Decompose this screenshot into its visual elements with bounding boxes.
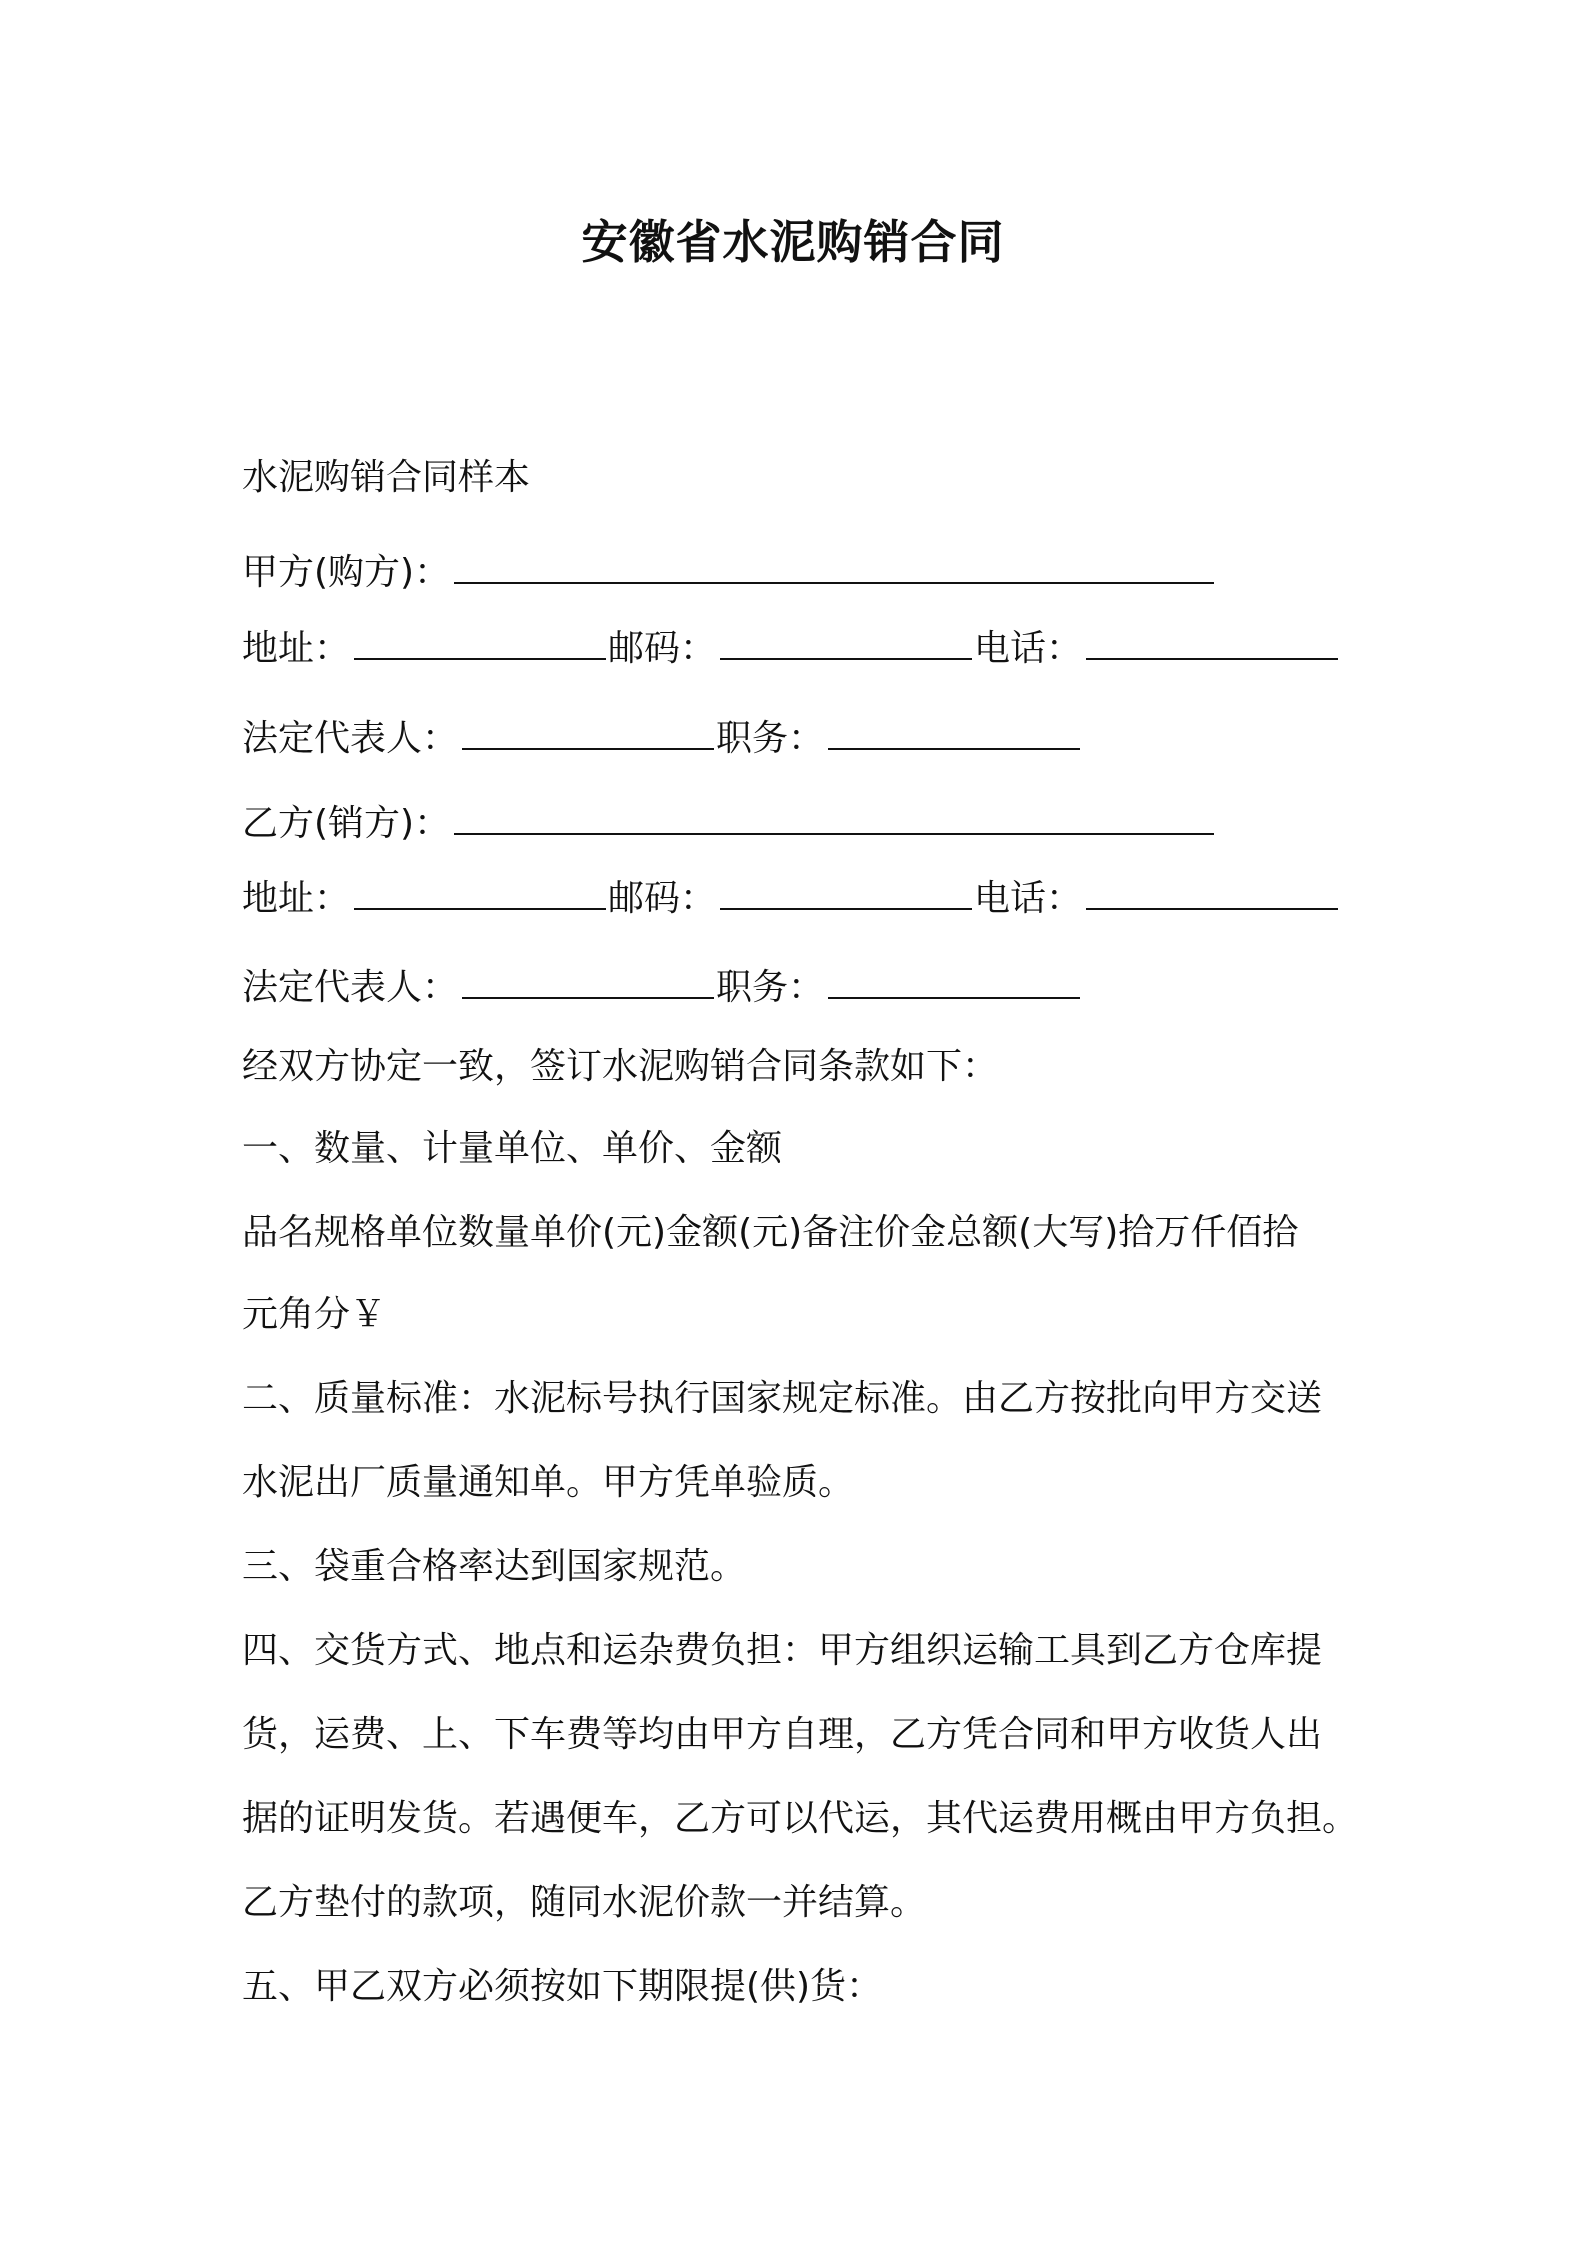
legal-rep-label: 法定代表人： <box>242 967 459 1008</box>
address-field <box>354 872 606 910</box>
legal-rep-label: 法定代表人： <box>242 718 459 759</box>
clause-3: 三、袋重合格率达到国家规范。 <box>242 1546 747 1587</box>
party-a-rep-row <box>242 712 1082 764</box>
address-field <box>354 622 606 660</box>
clause-4-line: 四、交货方式、地点和运杂费负担：甲方组织运输工具到乙方仓库提 <box>242 1630 1323 1671</box>
postcode-label: 邮码： <box>608 628 717 669</box>
clause-1-table-line: 元角分￥ <box>242 1294 387 1335</box>
party-b-name-field <box>454 797 1214 835</box>
party-a-label: 甲方(购方)： <box>242 552 451 593</box>
postcode-field <box>720 622 972 660</box>
clause-5: 五、甲乙双方必须按如下期限提(供)货： <box>242 1966 883 2007</box>
address-label: 地址： <box>242 628 351 669</box>
party-b-row <box>242 797 1214 849</box>
postcode-field <box>720 872 972 910</box>
position-field <box>828 961 1080 999</box>
clause-2-line: 水泥出厂质量通知单。甲方凭单验质。 <box>242 1462 855 1503</box>
clause-1-table-line: 品名规格单位数量单价(元)金额(元)备注价金总额(大写)拾万仟佰拾 <box>242 1212 1299 1253</box>
party-b-label: 乙方(销方)： <box>242 803 451 844</box>
document-title: 安徽省水泥购销合同 <box>581 215 1005 269</box>
party-a-contact-row <box>242 622 1340 674</box>
legal-rep-field <box>462 961 714 999</box>
party-a-name-field <box>454 546 1214 584</box>
phone-label: 电话： <box>974 878 1083 919</box>
clause-2-line: 二、质量标准：水泥标号执行国家规定标准。由乙方按批向甲方交送 <box>242 1378 1323 1419</box>
party-a-row <box>242 546 1214 598</box>
postcode-label: 邮码： <box>608 878 717 919</box>
phone-label: 电话： <box>974 628 1083 669</box>
clause-4-line: 乙方垫付的款项，随同水泥价款一并结算。 <box>242 1882 927 1923</box>
phone-field <box>1086 622 1338 660</box>
legal-rep-field <box>462 712 714 750</box>
position-field <box>828 712 1080 750</box>
position-label: 职务： <box>716 967 825 1008</box>
clause-4-line: 货，运费、上、下车费等均由甲方自理，乙方凭合同和甲方收货人出 <box>242 1714 1323 1755</box>
party-b-rep-row <box>242 961 1082 1013</box>
address-label: 地址： <box>242 878 351 919</box>
clause-4-line: 据的证明发货。若遇便车，乙方可以代运，其代运费用概由甲方负担。 <box>242 1798 1359 1839</box>
party-b-contact-row <box>242 872 1340 924</box>
phone-field <box>1086 872 1338 910</box>
clause-1-heading: 一、数量、计量单位、单价、金额 <box>242 1128 783 1169</box>
intro-paragraph: 经双方协定一致，签订水泥购销合同条款如下： <box>242 1046 999 1087</box>
document-subtitle: 水泥购销合同样本 <box>242 457 531 498</box>
position-label: 职务： <box>716 718 825 759</box>
